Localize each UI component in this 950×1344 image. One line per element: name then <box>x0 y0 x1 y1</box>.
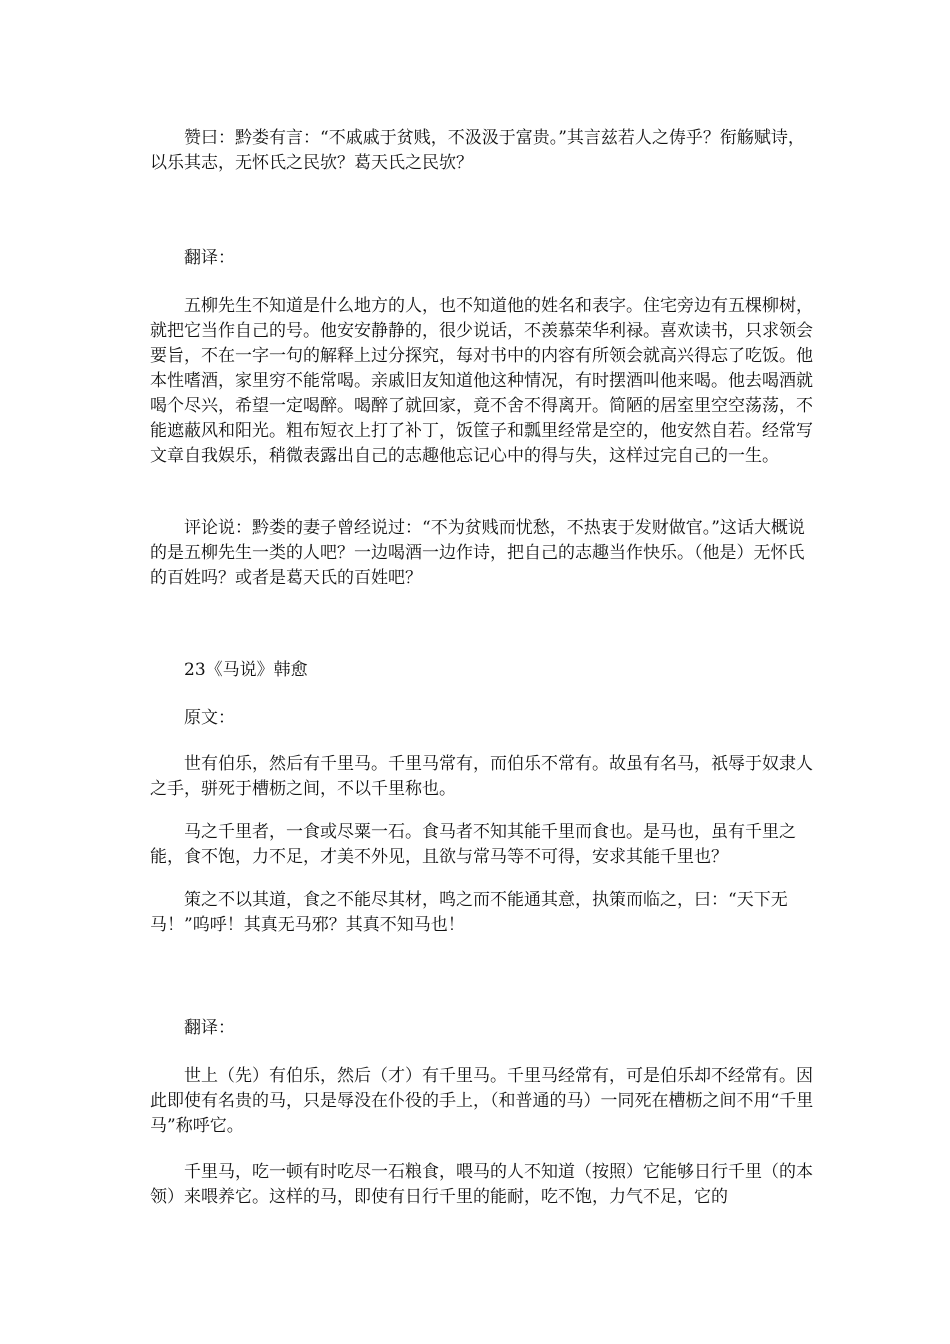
original-heading: 原文： <box>184 708 235 728</box>
translation-paragraph-3: 世上（先）有伯乐，然后（才）有千里马。千里马经常有，可是伯乐却不经常有。因此即使有名贵的马，只是辱没在仆役的手上，（和普通的马）一同死在槽枥之间不用“千里马”称呼它。 <box>150 1066 814 1136</box>
original-paragraph-3: 策之不以其道，食之不能尽其材，鸣之而不能通其意，执策而临之，曰：“天下无马！”呜呼！其真无马邪？其真不知马也！ <box>150 890 788 935</box>
translation-paragraph-4: 千里马，吃一顿有时吃尽一石粮食，喂马的人不知道（按照）它能够日行千里（的本领）来喂养它。这样的马，即使有日行千里的能耐，吃不饱，力气不足，它的 <box>150 1162 813 1207</box>
lesson-title: 23《马说》韩愈 <box>184 660 308 680</box>
original-paragraph-1: 世有伯乐，然后有千里马。千里马常有，而伯乐不常有。故虽有名马，祇辱于奴隶人之手，骈死于槽枥之间，不以千里称也。 <box>150 754 813 799</box>
zan-original-paragraph: 赞曰：黔娄有言：“不戚戚于贫贱，不汲汲于富贵。”其言兹若人之俦乎？衔觞赋诗，以乐其志，无怀氏之民欤？葛天氏之民欤？ <box>150 128 805 173</box>
translation-heading-1: 翻译： <box>184 248 235 268</box>
translation-paragraph-1: 五柳先生不知道是什么地方的人，也不知道他的姓名和表字。住宅旁边有五棵柳树，就把它当作自己的号。他安安静静的，很少说话，不羡慕荣华利禄。喜欢读书，只求领会要旨，不在一字一句的解释上过分探究，每对书中的内容有所领会就高兴得忘了吃饭。他本性嗜酒，家里穷不能常喝。亲戚旧友知道他这种情况，有时摆酒叫他来喝。他去喝酒就喝个尽兴，希望一定喝醉。喝醉了就回家，竟不舍不得离开。简陋的居室里空空荡荡，不能遮蔽风和阳光。粗布短衣上打了补丁，饭筐子和瓢里经常是空的，他安然自若。经常写文章自我娱乐，稍微表露出自己的志趣他忘记心中的得与失，这样过完自己的一生。 <box>150 296 813 466</box>
translation-heading-2: 翻译： <box>184 1018 235 1038</box>
original-paragraph-2: 马之千里者，一食或尽粟一石。食马者不知其能千里而食也。是马也，虽有千里之能，食不饱，力不足，才美不外见，且欲与常马等不可得，安求其能千里也？ <box>150 822 796 867</box>
translation-paragraph-2: 评论说：黔娄的妻子曾经说过：“不为贫贱而忧愁，不热衷于发财做官。”这话大概说的是五柳先生一类的人吧？一边喝酒一边作诗，把自己的志趣当作快乐。（他是）无怀氏的百姓吗？或者是葛天氏的百姓吧？ <box>150 518 805 588</box>
